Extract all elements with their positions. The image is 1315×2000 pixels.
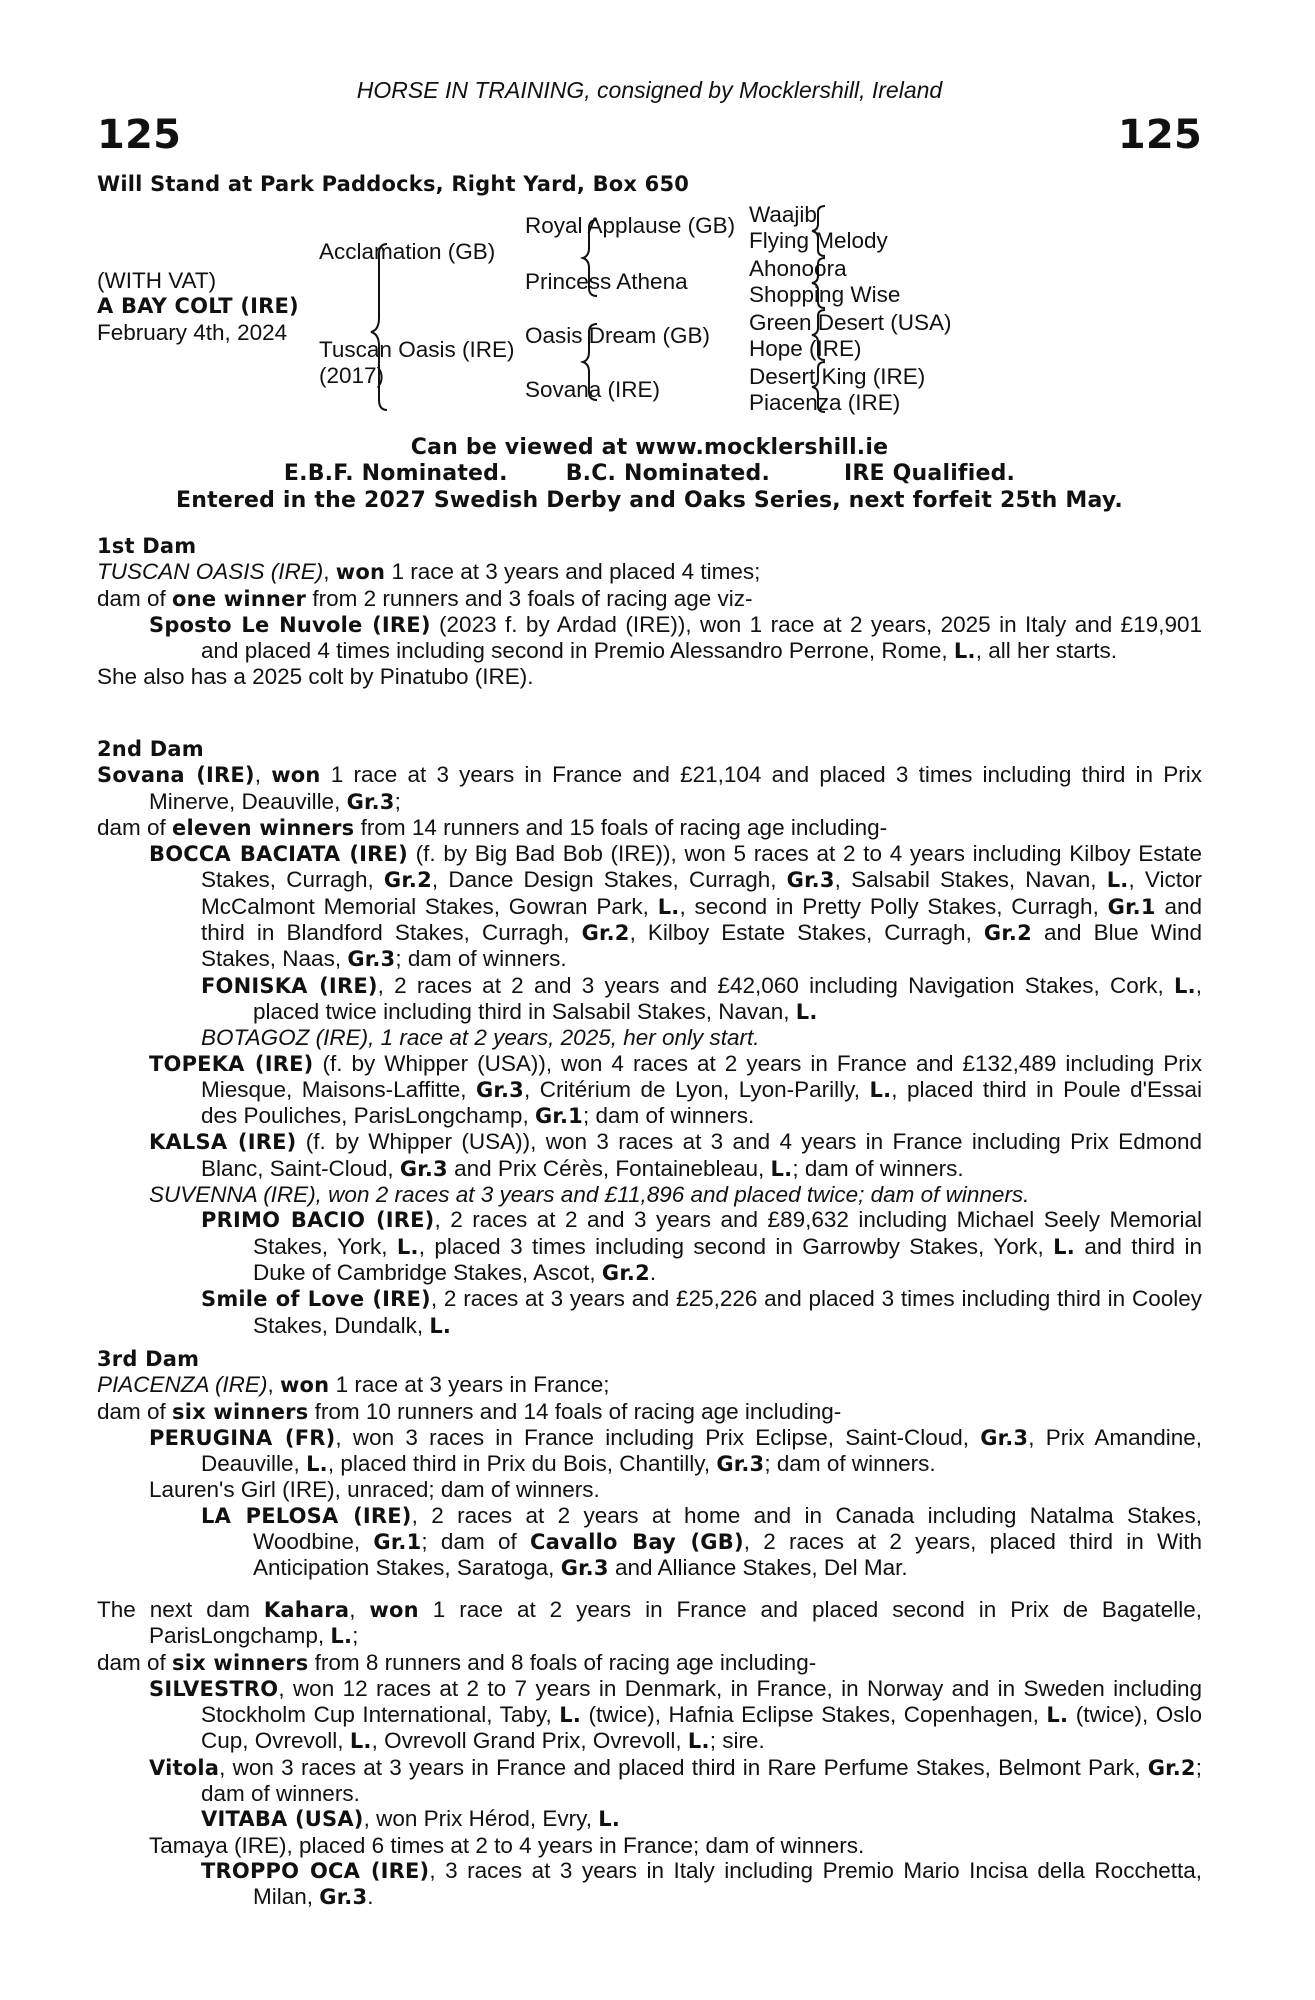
text-run: TROPPO OCA (IRE) bbox=[201, 1858, 430, 1883]
text-run: Gr.3 bbox=[347, 947, 396, 972]
text-run: Gr.1 bbox=[1107, 894, 1156, 919]
text-run: , won 3 races in France including Prix Eclipse, Saint-Cloud, bbox=[335, 1424, 981, 1450]
pedigree-dam-sire: Oasis Dream (GB) bbox=[525, 323, 711, 348]
text-run: (twice), Hafnia Eclipse Stakes, Copenhagen, bbox=[581, 1702, 1047, 1728]
text-run: Gr.3 bbox=[980, 1425, 1029, 1450]
lot-number-right: 125 bbox=[1117, 112, 1202, 158]
text-run: (2023 f. by Ardad (IRE)), won 1 race at 2 years, 2025 in Italy and £19,901 and placed 4 times including second in Premio Alessandro Perrone, Rome, bbox=[201, 611, 1202, 664]
text-run bbox=[149, 841, 1202, 972]
pedigree-dsd: Hope (IRE) bbox=[749, 336, 862, 361]
vat-note: (WITH VAT) bbox=[97, 268, 217, 293]
text-run: L. bbox=[559, 1703, 581, 1728]
text-run: ; dam of winners. bbox=[201, 1754, 1202, 1807]
text-run: L. bbox=[1173, 973, 1196, 998]
next-dam-section bbox=[97, 1597, 1202, 1911]
third-dam-section bbox=[97, 1347, 1202, 1582]
text-run: L. bbox=[330, 1624, 353, 1649]
text-run: , Prix Amandine, Deauville, bbox=[201, 1424, 1202, 1477]
second-dam-heading: 2nd Dam bbox=[97, 737, 204, 761]
text-run: six winners bbox=[172, 1399, 309, 1424]
pedigree-sire: Acclamation (GB) bbox=[319, 239, 496, 264]
text-run: She also has a 2025 colt by Pinatubo (IRE). bbox=[97, 664, 534, 690]
text-run: , bbox=[323, 559, 336, 585]
text-run bbox=[97, 1399, 1202, 1425]
text-run: ; dam of winners. bbox=[395, 946, 567, 972]
viewing-note: Can be viewed at www.mocklershill.ie bbox=[410, 435, 889, 460]
third-dam-heading: 3rd Dam bbox=[97, 1347, 200, 1371]
text-run: ; bbox=[352, 1623, 359, 1649]
text-run: , Dance Design Stakes, Curragh, bbox=[431, 867, 787, 893]
text-run: ; dam of winners. bbox=[764, 1451, 936, 1477]
text-run: dam of bbox=[97, 814, 173, 840]
text-run: Gr.2 bbox=[383, 868, 432, 893]
text-run bbox=[149, 1129, 1202, 1182]
first-dam-section bbox=[97, 534, 1202, 690]
text-run: BOCCA BACIATA (IRE) bbox=[149, 842, 408, 867]
text-run: . bbox=[367, 1884, 374, 1910]
text-run: from 8 runners and 8 foals of racing age including- bbox=[308, 1649, 817, 1675]
text-run: SUVENNA (IRE), won 2 races at 3 years and £11,896 and placed twice; dam of winners. bbox=[149, 1182, 1030, 1208]
text-run: (twice), Oslo Cup, Ovrevoll, bbox=[201, 1702, 1202, 1754]
text-run: , 2 races at 2 and 3 years and £42,060 including Navigation Stakes, Cork, bbox=[377, 972, 1174, 998]
text-run: Cavallo Bay (GB) bbox=[529, 1530, 744, 1555]
text-run: . bbox=[649, 1259, 657, 1285]
consignor-line: HORSE IN TRAINING, consigned by Mocklershill, Ireland bbox=[356, 77, 943, 103]
pedigree-dds: Desert King (IRE) bbox=[749, 364, 926, 389]
text-run: , Ovrevoll Grand Prix, Ovrevoll, bbox=[371, 1728, 688, 1754]
text-run: 1 race at 3 years in France; bbox=[329, 1372, 610, 1398]
text-run: L. bbox=[657, 894, 680, 919]
pedigree-sdd: Shopping Wise bbox=[749, 282, 901, 307]
text-run: from 14 runners and 15 foals of racing age including- bbox=[354, 814, 888, 840]
text-run: , won 12 races at 2 to 7 years in Denmark, in France, in Norway and in Sweden including Stockholm Cup International, Taby, bbox=[201, 1675, 1202, 1728]
text-run: KALSA (IRE) bbox=[149, 1130, 297, 1155]
text-run: LA PELOSA (IRE) bbox=[201, 1503, 412, 1528]
text-run bbox=[201, 1858, 1202, 1911]
text-run: , second in Pretty Polly Stakes, Curragh, bbox=[679, 893, 1108, 919]
text-run bbox=[149, 1676, 1202, 1755]
text-run: , bbox=[349, 1597, 370, 1622]
text-run bbox=[149, 1051, 1202, 1130]
text-run: SILVESTRO bbox=[149, 1676, 279, 1701]
text-run: from 2 runners and 3 foals of racing age viz- bbox=[306, 585, 753, 611]
text-run bbox=[201, 1503, 1202, 1582]
text-run: Gr.2 bbox=[983, 921, 1032, 946]
text-run: 1 race at 2 years in France and placed second in Prix de Bagatelle, ParisLongchamp, bbox=[149, 1597, 1202, 1649]
pedigree-sds: Ahonoora bbox=[749, 256, 847, 281]
text-run: dam of bbox=[97, 585, 173, 611]
text-run: Gr.1 bbox=[534, 1104, 583, 1129]
text-run: won bbox=[369, 1598, 419, 1622]
text-run: , won Prix Hérod, Evry, bbox=[363, 1806, 599, 1832]
text-run: Kahara bbox=[263, 1598, 350, 1622]
text-run bbox=[201, 1286, 1202, 1339]
text-run: L. bbox=[687, 1729, 710, 1754]
text-run: L. bbox=[795, 999, 818, 1024]
text-run: PERUGINA (FR) bbox=[149, 1425, 336, 1450]
text-run: ; dam of winners. bbox=[792, 1155, 964, 1181]
text-run: , all her starts. bbox=[975, 638, 1117, 664]
text-run bbox=[97, 1650, 1202, 1676]
text-run: L. bbox=[869, 1077, 892, 1102]
text-run: Lauren's Girl (IRE), unraced; dam of winners. bbox=[149, 1477, 600, 1503]
text-run: FONISKA (IRE) bbox=[201, 973, 378, 998]
text-run: Gr.3 bbox=[346, 789, 395, 814]
text-run: , placed twice including third in Salsabil Stakes, Navan, bbox=[253, 972, 1203, 1024]
text-run: and third in Duke of Cambridge Stakes, Ascot, bbox=[253, 1233, 1202, 1285]
text-run: L. bbox=[1046, 1703, 1069, 1728]
text-run: one winner bbox=[172, 586, 307, 611]
first-dam-heading: 1st Dam bbox=[97, 534, 197, 558]
text-run: , placed third in Poule d'Essai des Pouliches, ParisLongchamp, bbox=[201, 1076, 1202, 1129]
text-run: , Salsabil Stakes, Navan, bbox=[834, 867, 1107, 893]
text-run: (f. by Whipper (USA)), won 4 races at 2 years in France and £132,489 including Prix Miesque, Maisons-Laffitte, bbox=[201, 1050, 1202, 1102]
text-run: ; bbox=[394, 788, 401, 814]
second-dam-section bbox=[97, 737, 1202, 1339]
text-run: from 10 runners and 14 foals of racing age including- bbox=[308, 1398, 842, 1424]
text-run bbox=[97, 762, 1202, 815]
text-run: PIACENZA (IRE) bbox=[97, 1372, 268, 1398]
text-run: Sposto Le Nuvole (IRE) bbox=[149, 612, 431, 637]
produce-record bbox=[149, 612, 1202, 665]
text-run: , won 3 races at 3 years in France and placed third in Rare Perfume Stakes, Belmont Park, bbox=[219, 1754, 1148, 1780]
text-run bbox=[97, 559, 1202, 585]
text-run: and third in Blandford Stakes, Curragh, bbox=[201, 893, 1202, 946]
text-run: Gr.2 bbox=[1147, 1755, 1196, 1780]
text-run: Gr.3 bbox=[716, 1452, 765, 1477]
text-run: L. bbox=[770, 1156, 793, 1181]
text-run: Gr.3 bbox=[475, 1077, 524, 1102]
bc-note: B.C. Nominated. bbox=[565, 461, 771, 487]
lot-number-left: 125 bbox=[97, 112, 182, 158]
horse-name: A BAY COLT (IRE) bbox=[97, 294, 299, 318]
text-run: L. bbox=[953, 639, 976, 664]
notes-block bbox=[97, 434, 1202, 513]
text-run: , placed third in Prix du Bois, Chantilly, bbox=[327, 1451, 717, 1477]
text-run: , 2 races at 2 and 3 years and £89,632 including Michael Seely Memorial Stakes, York, bbox=[253, 1207, 1202, 1259]
text-run: , 2 races at 2 years at home and in Canada including Natalma Stakes, Woodbine, bbox=[253, 1502, 1202, 1555]
text-run: , placed 3 times including second in Garrowby Stakes, York, bbox=[418, 1233, 1054, 1259]
text-run: Gr.2 bbox=[601, 1260, 650, 1285]
text-run bbox=[97, 586, 1202, 612]
catalogue-page bbox=[97, 0, 1202, 2000]
text-run bbox=[201, 973, 1202, 1026]
text-run: Gr.1 bbox=[373, 1530, 422, 1555]
text-run: The next dam bbox=[97, 1597, 264, 1622]
text-run: L. bbox=[306, 1452, 328, 1477]
text-run: (f. by Big Bad Bob (IRE)), won 5 races at 2 to 4 years including Kilboy Estate Stakes, Curragh, bbox=[201, 841, 1202, 893]
text-run bbox=[97, 1372, 1202, 1398]
ire-note: IRE Qualified. bbox=[844, 461, 1016, 487]
text-run: , bbox=[267, 1372, 280, 1398]
text-run bbox=[149, 1425, 1202, 1478]
text-run: dam of bbox=[97, 1398, 173, 1424]
text-run: won bbox=[279, 1373, 330, 1398]
text-run: L. bbox=[429, 1313, 452, 1338]
text-run: and Alliance Stakes, Del Mar. bbox=[608, 1555, 908, 1581]
text-run: , 2 races at 2 years, placed third in With Anticipation Stakes, Saratoga, bbox=[253, 1529, 1202, 1581]
text-run: L. bbox=[1053, 1234, 1075, 1259]
pedigree-ddd: Piacenza (IRE) bbox=[749, 390, 901, 415]
pedigree-sire-sire: Royal Applause (GB) bbox=[525, 213, 736, 238]
text-run bbox=[97, 815, 1202, 841]
text-run bbox=[97, 487, 1202, 513]
pedigree-sire-dam: Princess Athena bbox=[525, 269, 688, 294]
text-run: Gr.2 bbox=[581, 921, 630, 946]
pedigree-dam-year: (2017) bbox=[319, 363, 385, 388]
text-run: Vitola bbox=[149, 1755, 220, 1780]
pedigree-sss: Waajib bbox=[749, 202, 817, 227]
pedigree-dam-dam: Sovana (IRE) bbox=[525, 377, 661, 402]
text-run: Gr.3 bbox=[319, 1885, 368, 1910]
entered-note: Entered in the 2027 Swedish Derby and Oaks Series, next forfeit 25th May. bbox=[176, 487, 1123, 513]
text-run: , Victor McCalmont Memorial Stakes, Gowran Park, bbox=[201, 867, 1203, 919]
text-run bbox=[201, 1207, 1202, 1286]
ebf-note: E.B.F. Nominated. bbox=[283, 461, 508, 487]
text-run: , bbox=[254, 762, 272, 788]
text-run: , 3 races at 3 years in Italy including Premio Mario Incisa della Rocchetta, Milan, bbox=[253, 1857, 1202, 1910]
text-run bbox=[149, 1755, 1202, 1807]
pedigree-dam: Tuscan Oasis (IRE) bbox=[319, 337, 515, 362]
stand-line: Will Stand at Park Paddocks, Right Yard, Box 650 bbox=[97, 172, 690, 196]
text-run: Gr.3 bbox=[560, 1556, 609, 1581]
text-run: Sovana (IRE) bbox=[97, 763, 255, 788]
text-run: L. bbox=[349, 1729, 372, 1754]
text-run: ; sire. bbox=[709, 1728, 765, 1754]
foaling-date: February 4th, 2024 bbox=[97, 320, 288, 345]
text-run bbox=[97, 434, 1202, 460]
text-run: Tamaya (IRE), placed 6 times at 2 to 4 years in France; dam of winners. bbox=[149, 1832, 865, 1858]
text-run: L. bbox=[1106, 868, 1129, 893]
text-run: Smile of Love (IRE) bbox=[201, 1287, 431, 1312]
text-run: won bbox=[271, 763, 321, 788]
text-run: VITABA (USA) bbox=[201, 1807, 364, 1832]
text-run: 1 race at 3 years and placed 4 times; bbox=[385, 559, 761, 585]
text-run bbox=[97, 460, 1202, 486]
text-run bbox=[201, 1806, 1202, 1832]
text-run: Gr.3 bbox=[399, 1156, 448, 1181]
text-run: won bbox=[335, 560, 386, 585]
text-run: TOPEKA (IRE) bbox=[149, 1051, 314, 1076]
text-run bbox=[97, 1597, 1202, 1650]
text-run: , Critérium de Lyon, Lyon-Parilly, bbox=[523, 1076, 870, 1102]
text-run: ; dam of bbox=[421, 1529, 530, 1555]
text-run: eleven winners bbox=[172, 815, 355, 840]
text-run: (f. by Whipper (USA)), won 3 races at 3 and 4 years in France including Prix Edmond Blanc, Saint-Cloud, bbox=[201, 1129, 1202, 1181]
text-run: and Prix Cérès, Fontainebleau, bbox=[447, 1155, 771, 1181]
text-run: dam of bbox=[97, 1649, 173, 1675]
text-run: , 2 races at 3 years and £25,226 and placed 3 times including third in Cooley Stakes, Dundalk, bbox=[253, 1286, 1202, 1338]
text-run: L. bbox=[598, 1807, 621, 1832]
pedigree-dss: Green Desert (USA) bbox=[749, 310, 952, 335]
pedigree-ssd: Flying Melody bbox=[749, 228, 888, 253]
text-run: ; dam of winners. bbox=[582, 1103, 755, 1129]
text-run: BOTAGOZ (IRE), 1 race at 2 years, 2025, her only start. bbox=[201, 1025, 760, 1051]
text-run: Gr.3 bbox=[786, 868, 835, 893]
text-run: TUSCAN OASIS (IRE) bbox=[97, 559, 324, 585]
text-run: L. bbox=[396, 1234, 419, 1259]
text-run: PRIMO BACIO (IRE) bbox=[201, 1208, 435, 1233]
text-run: six winners bbox=[172, 1650, 309, 1675]
text-run: and Blue Wind Stakes, Naas, bbox=[201, 920, 1202, 972]
text-run: , Kilboy Estate Stakes, Curragh, bbox=[629, 920, 984, 946]
text-run: 1 race at 3 years in France and £21,104 and placed 3 times including third in Prix Minerve, Deauville, bbox=[149, 762, 1203, 814]
